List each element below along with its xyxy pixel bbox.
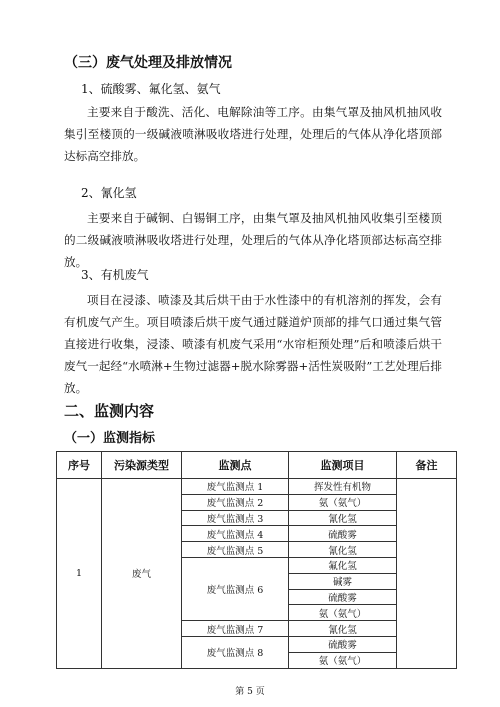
cell-monitoring-item: 碱雾 — [289, 573, 397, 589]
cell-monitoring-item: 氟化氢 — [289, 557, 397, 573]
item-paragraph-2: 主要来自于碱铜、白锡铜工序，由集气罩及抽风机抽风收集引至楼顶的二级碱液喷淋吸收塔进行处理，处理后的气体从净化塔顶部达标高空排放。 — [64, 211, 442, 269]
cell-seq: 1 — [57, 479, 102, 669]
cell-monitoring-item: 硫酸雾 — [289, 526, 397, 542]
cell-monitoring-point: 废气监测点 4 — [182, 526, 289, 542]
item-heading-3: 3、有机废气 — [81, 268, 149, 282]
cell-monitoring-item: 氨（氨气） — [289, 494, 397, 510]
cell-monitoring-point: 废气监测点 7 — [182, 621, 289, 637]
cell-monitoring-item: 硫酸雾 — [289, 636, 397, 652]
header-source-type: 污染源类型 — [102, 452, 182, 479]
cell-monitoring-item: 硫酸雾 — [289, 589, 397, 605]
cell-monitoring-point: 废气监测点 5 — [182, 542, 289, 558]
header-remark: 备注 — [397, 452, 457, 479]
cell-monitoring-point: 废气监测点 2 — [182, 494, 289, 510]
section-heading-monitoring: 二、监测内容 — [64, 402, 155, 420]
cell-monitoring-item: 氰化氢 — [289, 510, 397, 526]
cell-monitoring-point: 废气监测点 6 — [182, 557, 289, 620]
cell-remark — [397, 479, 457, 669]
cell-monitoring-point: 废气监测点 1 — [182, 479, 289, 495]
cell-monitoring-item: 氨（氨气） — [289, 652, 397, 668]
cell-monitoring-point: 废气监测点 8 — [182, 636, 289, 668]
table-header-row — [57, 452, 457, 479]
page-number: 第 5 页 — [235, 687, 265, 697]
header-seq: 序号 — [57, 452, 102, 479]
cell-monitoring-item: 氰化氢 — [289, 542, 397, 558]
item-heading-1: 1、硫酸雾、氟化氢、氨气 — [81, 82, 221, 96]
item-paragraph-3: 项目在浸漆、喷漆及其后烘干由于水性漆中的有机溶剂的挥发，会有有机废气产生。项目喷漆后烘干废气通过隧道炉顶部的排气口通过集气管直接进行收集，浸漆、喷漆有机废气采用“水帘柜预处理”后和喷漆后烘干废气一起经“水喷淋+生物过滤器+脱水除雾器+活性炭吸附”工艺处理后排放。 — [64, 293, 442, 395]
item-heading-2: 2、氰化氢 — [81, 186, 137, 200]
cell-monitoring-point: 废气监测点 3 — [182, 510, 289, 526]
section-heading-exhaust: （三）废气处理及排放情况 — [64, 55, 232, 71]
cell-monitoring-item: 氰化氢 — [289, 621, 397, 637]
cell-monitoring-item: 挥发性有机物 — [289, 479, 397, 495]
header-point: 监测点 — [182, 452, 289, 479]
table-row — [57, 479, 457, 495]
cell-monitoring-item: 氨（氨气） — [289, 605, 397, 621]
monitoring-table — [56, 451, 457, 669]
cell-source-type: 废气 — [102, 479, 182, 669]
subsection-heading-indicators: （一）监测指标 — [64, 431, 156, 446]
table-body — [57, 479, 457, 669]
header-item: 监测项目 — [289, 452, 397, 479]
item-paragraph-1: 主要来自于酸洗、活化、电解除油等工序。由集气罩及抽风机抽风收集引至楼顶的一级碱液喷淋吸收塔进行处理，处理后的气体从净化塔顶部达标高空排放。 — [64, 105, 442, 163]
